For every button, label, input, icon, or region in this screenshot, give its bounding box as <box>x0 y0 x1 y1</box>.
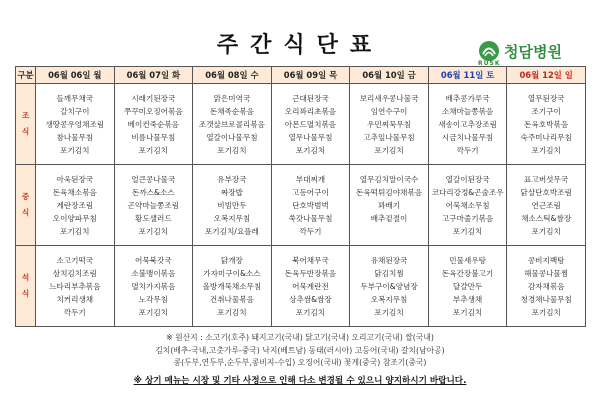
menu-item: 고구마줄기볶음 <box>441 213 494 223</box>
hospital-name: 청담병원 <box>504 42 562 61</box>
menu-cell <box>350 84 429 165</box>
menu-item: 포기김치 <box>60 226 90 236</box>
menu-item: 북어채무국 <box>292 255 329 265</box>
menu-cell <box>271 246 350 327</box>
menu-item: 단호박범벅 <box>292 200 329 210</box>
menu-item: 포기김치 <box>531 307 561 317</box>
menu-item: 부대찌개 <box>295 174 326 184</box>
menu-item: 시금치나물무침 <box>441 132 494 142</box>
table-row <box>16 246 586 327</box>
menu-item: 짜장밥 <box>220 187 243 197</box>
menu-item: 돈육떡튀김야채볶음 <box>356 187 423 197</box>
meal-label-char: 중 <box>21 192 30 202</box>
menu-item: 깍두기 <box>299 226 322 236</box>
menu-item: 쑥갓나물무침 <box>288 213 333 223</box>
menu-item: 포기김치 <box>452 226 483 236</box>
menu-cell <box>428 84 507 165</box>
menu-item: 포기김치 <box>452 307 483 317</box>
menu-item: 포기김치/요플레 <box>204 226 259 236</box>
menu-item: 두부구이&양념장 <box>360 281 418 291</box>
menu-item: 열갈이된장국 <box>445 174 490 184</box>
menu-item: 멸치가지볶음 <box>131 281 176 291</box>
menu-item: 해물콩나물찜 <box>524 268 569 278</box>
menu-item: 조갯살브로콜리볶음 <box>198 119 265 129</box>
menu-item: 어묵북갓국 <box>135 255 172 265</box>
menu-item: 오복지무침 <box>213 213 251 223</box>
menu-item: 들깨무채국 <box>56 93 94 103</box>
menu-cell <box>114 246 193 327</box>
menu-item: 느타리부추볶음 <box>49 281 101 291</box>
menu-item: 연근조림 <box>531 200 561 210</box>
header-day-saturday: 06월 11일 토 <box>428 67 507 84</box>
meal-label <box>16 84 36 165</box>
menu-cell <box>114 84 193 165</box>
menu-item: 닭살단호박조림 <box>520 187 572 197</box>
menu-cell <box>36 165 115 246</box>
menu-cell <box>114 165 193 246</box>
meal-label-char: 조 <box>21 111 30 121</box>
menu-item: 치커리생채 <box>56 294 94 304</box>
menu-item: 부추생채 <box>452 294 483 304</box>
page-title: 주간식단표 <box>216 33 384 58</box>
menu-item: 아몬드멸치볶음 <box>284 119 337 129</box>
menu-item: 계란장조림 <box>56 200 94 210</box>
menu-cell <box>193 165 272 246</box>
header-category: 구분 <box>16 67 36 84</box>
hospital-logo-sub: RUSK <box>478 60 501 67</box>
menu-item: 돈육간장불고기 <box>441 268 494 278</box>
menu-item: 열무김치말이국수 <box>359 174 419 184</box>
menu-item: 포기김치 <box>295 307 326 317</box>
menu-item: 소채마늘쫑볶음 <box>441 106 494 116</box>
header-day: 06월 10일 금 <box>350 67 429 84</box>
menu-cell <box>428 246 507 327</box>
meal-label-char: 식 <box>21 289 30 298</box>
weekly-menu-table <box>15 66 586 327</box>
menu-item <box>350 225 428 238</box>
header-day: 06월 07일 화 <box>114 67 193 84</box>
menu-item: 유부장국 <box>217 174 247 184</box>
menu-item: 생땅콩우엉채조림 <box>45 119 105 129</box>
menu-item: 황도샐러드 <box>135 213 172 223</box>
change-notice: ※ 상기 메뉴는 시장 및 기타 사정으로 인해 다소 변경될 수 있으니 양지하시기 바랍니다. <box>133 376 467 386</box>
menu-item: 열갈이나물무침 <box>206 132 258 142</box>
menu-item: 돈육호박볶음 <box>524 119 569 129</box>
menu-cell <box>193 84 272 165</box>
menu-item: 노각무침 <box>138 294 169 304</box>
meal-label <box>16 246 36 327</box>
menu-cell <box>36 246 115 327</box>
menu-item: 감자채볶음 <box>527 281 565 291</box>
origin-info <box>0 332 600 370</box>
menu-item: 포기김치 <box>531 145 561 155</box>
menu-item: 새송이고추장조림 <box>438 119 497 129</box>
meal-label <box>16 165 36 246</box>
menu-cell <box>36 84 115 165</box>
menu-item: 포기김치 <box>138 307 169 317</box>
menu-item: 갈치구이 <box>60 106 90 116</box>
table-row <box>16 84 586 165</box>
menu-item: 열무된장국 <box>527 93 565 103</box>
menu-item: 청경채나물무침 <box>520 294 572 304</box>
menu-item: 포기김치 <box>217 145 247 155</box>
header-day: 06월 06일 월 <box>36 67 115 84</box>
menu-item: 숙주미나리무침 <box>520 132 572 142</box>
menu-item: 오리꽈리초볶음 <box>284 106 337 116</box>
menu-item: 달걀만두 <box>452 281 483 291</box>
menu-item: 유채된장국 <box>370 255 408 265</box>
menu-item: 쭈꾸미오징어볶음 <box>124 106 183 116</box>
menu-item: 민물새우탕 <box>449 255 486 265</box>
menu-item: 닭개장 <box>220 255 243 265</box>
menu-cell <box>271 165 350 246</box>
header-day: 06월 09일 목 <box>271 67 350 84</box>
menu-item: 돈육두반장볶음 <box>284 268 337 278</box>
header-day-sunday: 06월 12일 일 <box>507 67 586 84</box>
menu-item: 포기김치 <box>374 145 404 155</box>
menu-item: 돈채족순볶음 <box>209 106 254 116</box>
meal-label-char: 석 <box>21 273 30 283</box>
menu-item: 어묵계란전 <box>292 281 329 291</box>
menu-item: 포기김치 <box>138 226 169 236</box>
menu-item: 포기김치 <box>60 145 90 155</box>
menu-item: 고등어구이 <box>292 187 329 197</box>
menu-item: 비빔만두 <box>217 200 247 210</box>
meal-label-char: 식 <box>21 208 30 217</box>
menu-item: 열무나물무침 <box>288 132 333 142</box>
menu-item: 올방개묵채소무침 <box>202 281 262 291</box>
menu-item: 맑은미역국 <box>213 93 251 103</box>
menu-item: 소고기떡국 <box>56 255 94 265</box>
menu-item: 우민찌묵무침 <box>367 119 412 129</box>
menu-item: 포기김치 <box>374 307 404 317</box>
origin-line: 콩(두부,연두부,순두부,콩비지-수입) 오징어(국내) 꽃게(중국) 참조기(중국) <box>173 358 427 367</box>
hospital-emblem-icon <box>478 40 500 62</box>
menu-cell <box>271 84 350 165</box>
menu-item: 얼큰콩나물국 <box>131 174 176 184</box>
menu-item: 소불맹이볶음 <box>131 268 176 278</box>
menu-item: 포기김치 <box>295 145 326 155</box>
menu-cell <box>507 84 586 165</box>
menu-item: 삼치김치조림 <box>52 268 97 278</box>
menu-item: 참나물무침 <box>56 132 94 142</box>
menu-item: 근대된장국 <box>292 93 329 103</box>
menu-item: 코다리강정&곤술조우 <box>431 187 504 197</box>
menu-item: 비름나물무침 <box>131 132 176 142</box>
menu-item: 아욱된장국 <box>56 174 94 184</box>
menu-item: 베이컨죽순볶음 <box>127 119 180 129</box>
header-day: 06월 08일 수 <box>193 67 272 84</box>
menu-item: 오이양파무침 <box>52 213 97 223</box>
menu-item: 배추겉절이 <box>370 213 408 223</box>
menu-item: 표고버섯무국 <box>524 174 569 184</box>
menu-item: 포기김치 <box>138 145 169 155</box>
menu-cell <box>428 165 507 246</box>
menu-item: 상추쌈&쌈장 <box>289 294 332 304</box>
menu-item: 깍두기 <box>63 307 86 317</box>
menu-item: 꽈배기 <box>378 200 401 210</box>
menu-cell <box>350 246 429 327</box>
menu-item: 어묵채소무침 <box>445 200 490 210</box>
menu-item: 고추잎나물무침 <box>363 132 415 142</box>
menu-item: 닭김치찜 <box>374 268 404 278</box>
menu-item: 채소스틱&쌈장 <box>521 213 572 223</box>
table-row <box>16 165 586 246</box>
origin-line: ※ 원산지 : 소고기(호주) 돼지고기(국내) 닭고기(국내) 오리고기(국내) 쌀(국내) <box>166 333 434 342</box>
menu-item: 보리새우콩나물국 <box>359 93 419 103</box>
menu-item: 조기구이 <box>531 106 561 116</box>
menu-item: 시래기된장국 <box>131 93 176 103</box>
menu-cell <box>507 246 586 327</box>
menu-cell <box>507 165 586 246</box>
origin-line: 김치(배추-국내,고춧가루-중국) 낙지(베트남) 동태(러시아) 고등어(국내) 갈치(남아공) <box>155 345 445 355</box>
menu-item: 포기김치 <box>217 307 247 317</box>
menu-item: 오복지무침 <box>370 294 408 304</box>
menu-item: 배추콩가루국 <box>445 93 490 103</box>
table-header-row <box>16 67 586 84</box>
menu-item: 가자미구이&소스 <box>203 268 261 278</box>
menu-item: 깍두기 <box>456 145 479 155</box>
menu-item: 콩비지백탕 <box>527 255 565 265</box>
menu-item: 곤약마늘쫑조림 <box>127 200 180 210</box>
menu-cell <box>193 246 272 327</box>
menu-item: 돈까스&소스 <box>132 187 175 197</box>
menu-item: 건취나물볶음 <box>209 294 254 304</box>
menu-item: 임연수구이 <box>370 106 408 116</box>
menu-cell <box>350 165 429 246</box>
menu-item: 돈육채소볶음 <box>52 187 97 197</box>
menu-item: 포기김치 <box>531 226 561 236</box>
meal-label-char: 식 <box>21 127 30 136</box>
